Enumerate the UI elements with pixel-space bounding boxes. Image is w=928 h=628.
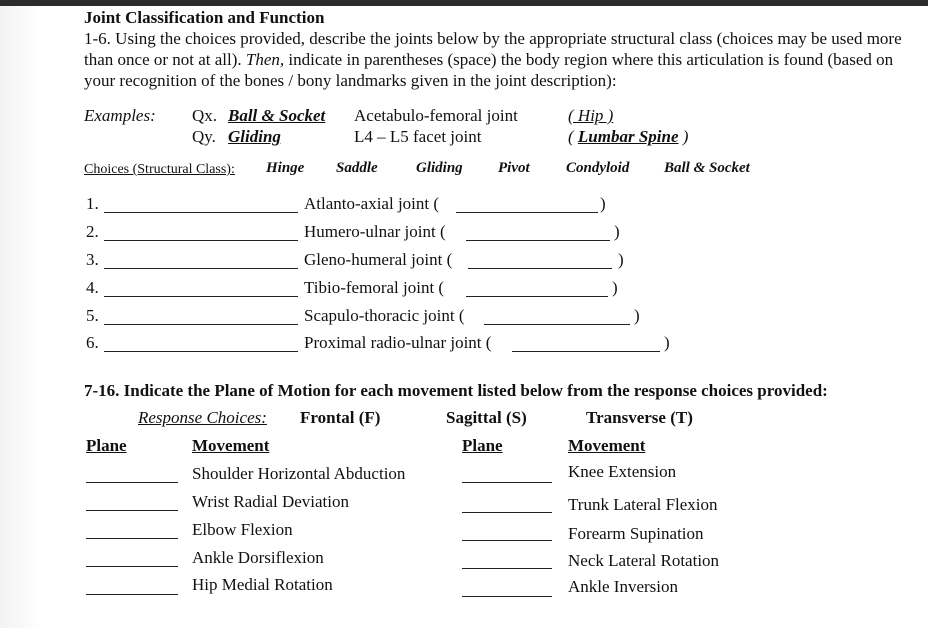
movement-item: Wrist Radial Deviation [192, 492, 350, 511]
question-joint: Gleno-humeral joint ( [304, 250, 453, 269]
choice-saddle: Saddle [336, 160, 378, 176]
choice-ball-socket: Ball & Socket [664, 160, 750, 176]
plane-answer-blank[interactable] [462, 540, 552, 541]
close-paren: ) [618, 250, 624, 269]
question-number: 2. [86, 222, 99, 241]
instructions-then: Then, [245, 50, 285, 69]
plane-answer-blank[interactable] [86, 510, 178, 511]
class-answer-blank[interactable] [104, 296, 298, 297]
class-answer-blank[interactable] [104, 268, 298, 269]
examples-label: Examples: [84, 106, 156, 125]
class-answer-blank[interactable] [104, 351, 298, 352]
example-joint-qy: L4 – L5 facet joint [354, 127, 482, 146]
close-paren: ) [600, 194, 606, 213]
movement-item: Ankle Inversion [568, 577, 679, 596]
question-joint: Proximal radio-ulnar joint ( [304, 333, 492, 352]
choices-label: Choices (Structural Class): [84, 162, 235, 177]
movement-item: Hip Medial Rotation [192, 575, 333, 594]
plane-answer-blank[interactable] [86, 538, 178, 539]
question-number: 5. [86, 306, 99, 325]
question-joint: Scapulo-thoracic joint ( [304, 306, 465, 325]
close-paren: ) [612, 278, 618, 297]
movement-item: Shoulder Horizontal Abduction [192, 464, 406, 483]
movement-header-left: Movement [192, 436, 270, 455]
response-transverse: Transverse (T) [586, 408, 693, 427]
example-region-qy: ( Lumbar Spine ) [568, 127, 689, 146]
plane-answer-blank[interactable] [86, 566, 178, 567]
movement-item: Forearm Supination [568, 524, 704, 543]
response-choices-label: Response Choices: [138, 408, 267, 427]
region-answer-blank[interactable] [484, 324, 630, 325]
plane-answer-blank[interactable] [462, 568, 552, 569]
instructions-part2: indicate in parentheses (space) the body region where this articulation is found (based on your recognition of the bones / bony landmarks given in the joint description): [84, 50, 894, 90]
close-paren: ) [634, 306, 640, 325]
question-number: 1. [86, 194, 99, 213]
example-code-qy: Qy. [192, 127, 216, 146]
example-region-qx: ( Hip ) [568, 106, 614, 125]
plane-answer-blank[interactable] [86, 594, 178, 595]
plane-header-right: Plane [462, 436, 503, 455]
page-title: Joint Classification and Function [84, 8, 325, 27]
choice-hinge: Hinge [266, 160, 305, 176]
instructions-part1: 1-6. Using the choices provided, describe the joints below by the appropriate structural class (choices may be used more than once or not at all). [84, 29, 902, 69]
question-joint: Humero-ulnar joint ( [304, 222, 446, 241]
class-answer-blank[interactable] [104, 324, 298, 325]
movement-item: Trunk Lateral Flexion [568, 495, 718, 514]
question-number: 3. [86, 250, 99, 269]
region-answer-blank[interactable] [468, 268, 612, 269]
example-joint-qx: Acetabulo-femoral joint [354, 106, 518, 125]
choice-gliding: Gliding [416, 160, 463, 176]
choice-condyloid: Condyloid [566, 160, 630, 176]
region-answer-blank[interactable] [466, 296, 608, 297]
region-answer-blank[interactable] [466, 240, 610, 241]
example-class-qy: Gliding [228, 127, 281, 146]
movement-item: Neck Lateral Rotation [568, 551, 720, 570]
movement-item: Elbow Flexion [192, 520, 293, 539]
plane-answer-blank[interactable] [462, 512, 552, 513]
close-paren: ) [614, 222, 620, 241]
choice-pivot: Pivot [498, 160, 530, 176]
region-answer-blank[interactable] [456, 212, 598, 213]
example-code-qx: Qx. [192, 106, 218, 125]
plane-answer-blank[interactable] [86, 482, 178, 483]
movement-item: Knee Extension [568, 462, 677, 481]
region-answer-blank[interactable] [512, 351, 660, 352]
example-class-qx: Ball & Socket [228, 106, 326, 125]
plane-answer-blank[interactable] [462, 482, 552, 483]
close-paren: ) [664, 333, 670, 352]
movement-item: Ankle Dorsiflexion [192, 548, 324, 567]
question-number: 4. [86, 278, 99, 297]
question-joint: Atlanto-axial joint ( [304, 194, 440, 213]
plane-answer-blank[interactable] [462, 596, 552, 597]
question-number: 6. [86, 333, 99, 352]
plane-header-left: Plane [86, 436, 127, 455]
scan-left-margin [0, 6, 40, 628]
instructions [84, 28, 924, 91]
movement-header-right: Movement [568, 436, 646, 455]
question-joint: Tibio-femoral joint ( [304, 278, 445, 297]
class-answer-blank[interactable] [104, 240, 298, 241]
scan-top-bar [0, 0, 928, 6]
class-answer-blank[interactable] [104, 212, 298, 213]
response-sagittal: Sagittal (S) [446, 408, 527, 427]
section2-title: 7-16. Indicate the Plane of Motion for each movement listed below from the response choices provided: [84, 381, 828, 400]
response-frontal: Frontal (F) [300, 408, 381, 427]
